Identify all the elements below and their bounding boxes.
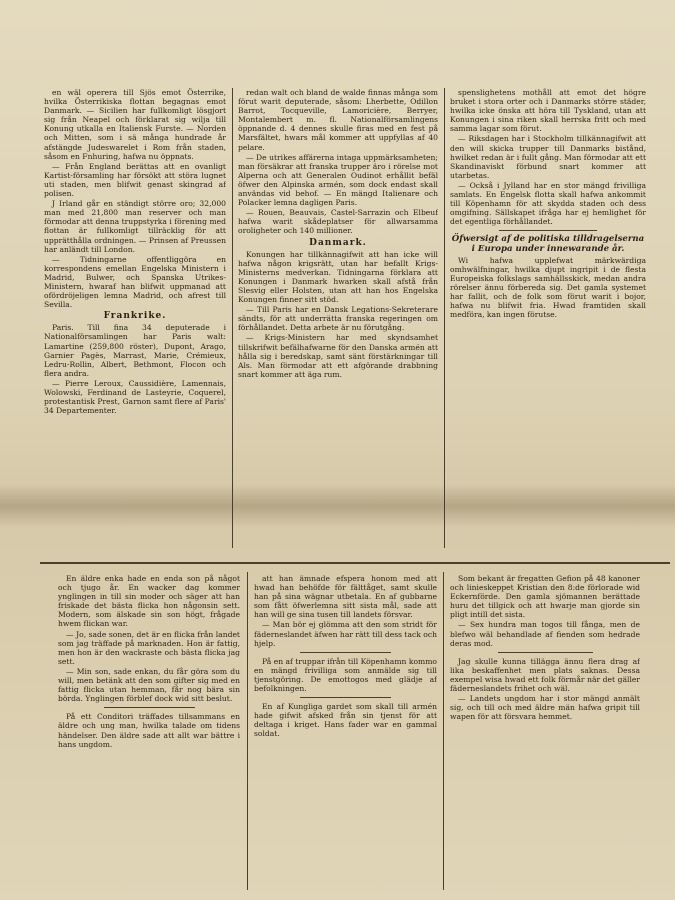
article-headline: Öfwersigt af de politiska tilldragelserna i Europa under innewarande år. xyxy=(451,234,645,254)
article-paragraph: — Pierre Leroux, Caussidière, Lamennais, Wolowski, Ferdinand de Lasteyrie, Coquerel, protestantisk Prest, Garnon samt flere af Paris' 34 Departementer. xyxy=(44,378,226,416)
article-separator xyxy=(498,652,593,653)
section-heading-france: Frankrike. xyxy=(103,311,167,322)
section-heading-denmark: Danmark. xyxy=(309,237,367,248)
article-paragraph: att han ämnade efspera honom med att hwad han behöfde för fälttåget, samt skulle han på sina wägnar utbetala. En af gubbarne som fått öfwerlemna sitt sista mål, sade att han will ge sina tusen till landets försvar. xyxy=(254,574,437,620)
article-paragraph: — Jo, sade sonen, det är en flicka från landet som jag träffade på marknaden. Hon är fattig, men hon är den wackraste och bästa flicka jag sett. xyxy=(58,629,240,666)
article-paragraph: redan walt och bland de walde finnas många som förut warit deputerade, såsom: Lherbette, Odillon Barrot, Tocqueville, Lamoricière, Berryer, Montalembert m. fl. Nationalförsamlingens öppnande d. 4 dennes skulle firas med en fest på Marsfältet, hwars mål kommer att uppfyllas af 40 pelare. xyxy=(238,88,438,152)
upper-column-3 xyxy=(450,88,646,554)
upper-column-2 xyxy=(238,88,438,554)
lower-column-3 xyxy=(450,574,640,894)
column-rule xyxy=(444,88,445,548)
article-paragraph: Wi hafwa upplefwat märkwärdiga omhwälfningar, hwilka djupt ingripit i de flesta Europeiska folkslags samhällsskick, medan andra rörelser ännu förbereda sig. Det gamla systemet har fallit, och de folk som förut warit i bojor, hafwa nu blifwit fria. Hwad framtiden skall medföra, kan ingen förutse. xyxy=(450,255,646,320)
article-paragraph: Paris. Till fina 34 deputerade i Nationalförsamlingen har Paris walt: Lamartine (259,800 röster), Dupont, Arago, Garnier Pagès, Marrast, Marie, Crémieux, Ledru-Rollin, Albert, Bethmont, Flocon och flera andra. xyxy=(44,323,226,378)
column-rule xyxy=(232,88,233,548)
article-paragraph: Jag skulle kunna tillägga ännu flera drag af lika beskaffenhet men plats saknas. Dessa exempel wisa hwad ett folk förmår när det gäller fäderneslandets frihet och wäl. xyxy=(450,656,640,694)
article-paragraph: På en af truppar ifrån till Köpenhamn kommo en mängd frivilliga som anmälde sig till tjenstgöring. De emottogos med glädje af befolkningen. xyxy=(254,656,437,694)
article-paragraph: — Tidningarne offentliggöra en korrespondens emellan Engelska Ministern i Madrid, Bulwer, och Spanska Utrikes-Ministern, hwaraf han blifwit uppmanad att ofördröjeligen lemna Madrid, och afrest till Sevilla. xyxy=(44,254,226,310)
article-paragraph: — Krigs-Ministern har med skyndsamhet tillskrifwit befälhafwarne för den Danska armén att hålla sig i beredskap, samt sänt förstärkningar till Als. Man förmodar att ett afgörande drabbning snart kommer att äga rum. xyxy=(238,333,438,379)
article-separator xyxy=(104,707,195,708)
article-paragraph: Konungen har tillkännagifwit att han icke will hafwa någon krigsrätt, utan har befallt Krigs-Ministerns medverkan. Tidningarna förklara att Konungen i Danmark hwarken skall afstå från Slesvig eller Holsten, utan att han hos Engelska Konungen finner sitt stöd. xyxy=(238,249,438,305)
article-paragraph: Som bekant är fregatten Gefion på 48 kanoner och linieskeppet Kristian den 8:de förlorade wid Eckernförde. Den gamla sjömannen berättade huru det tillgick och att hwarje man gjorde sin pligt intill det sista. xyxy=(450,574,640,620)
article-paragraph: — De utrikes affärerna intaga uppmärksamheten; man försäkrar att franska trupper äro i rörelse mot Alperna och att Generalen Oudinot erhållit befäl öfwer den Alpinska armén, som dock endast skall användas vid behof. — En mängd Italienare och Polacker lemna dagligen Paris. xyxy=(238,152,438,208)
column-rule xyxy=(247,572,248,890)
article-paragraph: — Riksdagen har i Stockholm tillkännagifwit att den will skicka trupper till Danmarks bistånd, hwilket redan är i fullt gång. Man förmodar att ett Skandinaviskt förbund snart kommer att utarbetas. xyxy=(450,134,646,180)
article-paragraph: På ett Conditori träffades tillsammans en äldre och ung man, hwilka talade om tidens händelser. Den äldre sade att allt war bättre i hans ungdom. xyxy=(58,712,240,749)
article-paragraph: spenslighetens mothåll att emot det högre bruket i stora orter och i Danmarks större städer, hwilka icke önska att höra till Tyskland, utan att Konungen i sina riken skall herrska fritt och med samma lagar som förut. xyxy=(450,88,646,134)
article-paragraph: — Sex hundra man togos till fånga, men de blefwo wäl behandlade af fienden som hedrade deras mod. xyxy=(450,620,640,648)
article-paragraph: J Irland går en ständigt större oro; 32,000 man med 21,800 man reserver och man förmodar att denna truppstyrka i förening med flottan är fullkomligt tillräcklig för att upprätthålla ordningen. — Prinsen af Preussen har anländt till London. xyxy=(44,199,226,254)
lower-column-1 xyxy=(58,574,240,894)
article-paragraph: — Man bör ej glömma att den som stridt för fäderneslandet äfwen har rätt till dess tack och hjelp. xyxy=(254,620,437,648)
article-paragraph: en wäl operera till Sjös emot Österrike, hvilka Österrikiska flottan begagnas emot Danmark. — Sicilien har fullkomligt lösgjort sig från Neapel och förklarat sig wilja till Konung utkalla en Italiensk Furste. — Norden och Mitten, som i sä många hundrade år afstängde Judeswarelet i Rom från staden, såsom en Fnhuring, hafwa nu öppnats. xyxy=(44,88,226,161)
article-paragraph: — Till Paris har en Dansk Legations-Sekreterare sändts, för att underrätta franska regeringen om förhållandet. Detta arbete är nu förutgång. xyxy=(238,305,438,333)
article-paragraph: — Från England berättas att en ovanligt Kartist-församling har försökt att störa lugnet uti staden, men blifwit genast skingrad af polisen. xyxy=(44,161,226,199)
article-separator xyxy=(499,230,597,231)
section-divider xyxy=(40,562,670,564)
article-separator xyxy=(300,697,392,698)
column-rule xyxy=(443,572,444,890)
article-paragraph: — Också i Jylland har en stor mängd frivilliga samlats. En Engelsk flotta skall hafwa ankommit till Köpenhamn för att skydda staden och dess omgifning. Sällskapet ifråga har ej hemlighet för det egentliga förhållandet. xyxy=(450,180,646,227)
article-paragraph: — Rouen, Beauvais, Castel-Sarrazin och Elbeuf hafwa warit skådeplatser för allwarsamma oroligheter och 140 millioner. xyxy=(238,208,438,236)
article-separator xyxy=(300,652,392,653)
lower-column-2 xyxy=(254,574,437,894)
article-paragraph: En äldre enka hade en enda son på något och tjugo år. En wacker dag kommer ynglingen in till sin moder och säger att han friskade det bästa flicka hon någonsin sett. Modern, som älskade sin son högt, frågade hwem flickan war. xyxy=(58,574,240,629)
article-paragraph: — Landets ungdom har i stor mängd anmält sig, och till och med äldre män hafwa gripit till wapen för att försvara hemmet. xyxy=(450,694,640,722)
article-paragraph: — Min son, sade enkan, du får göra som du will, men betänk att den som gifter sig med en fattig flicka utan hemman, får nog bära sin börda. Ynglingen förblef dock wid sitt beslut. xyxy=(58,666,240,704)
upper-column-1 xyxy=(44,88,226,554)
article-paragraph: En af Kungliga gardet som skall till armén hade gifwit afsked från sin tjenst för att deltaga i kriget. Hans fader war en gammal soldat. xyxy=(254,702,437,739)
